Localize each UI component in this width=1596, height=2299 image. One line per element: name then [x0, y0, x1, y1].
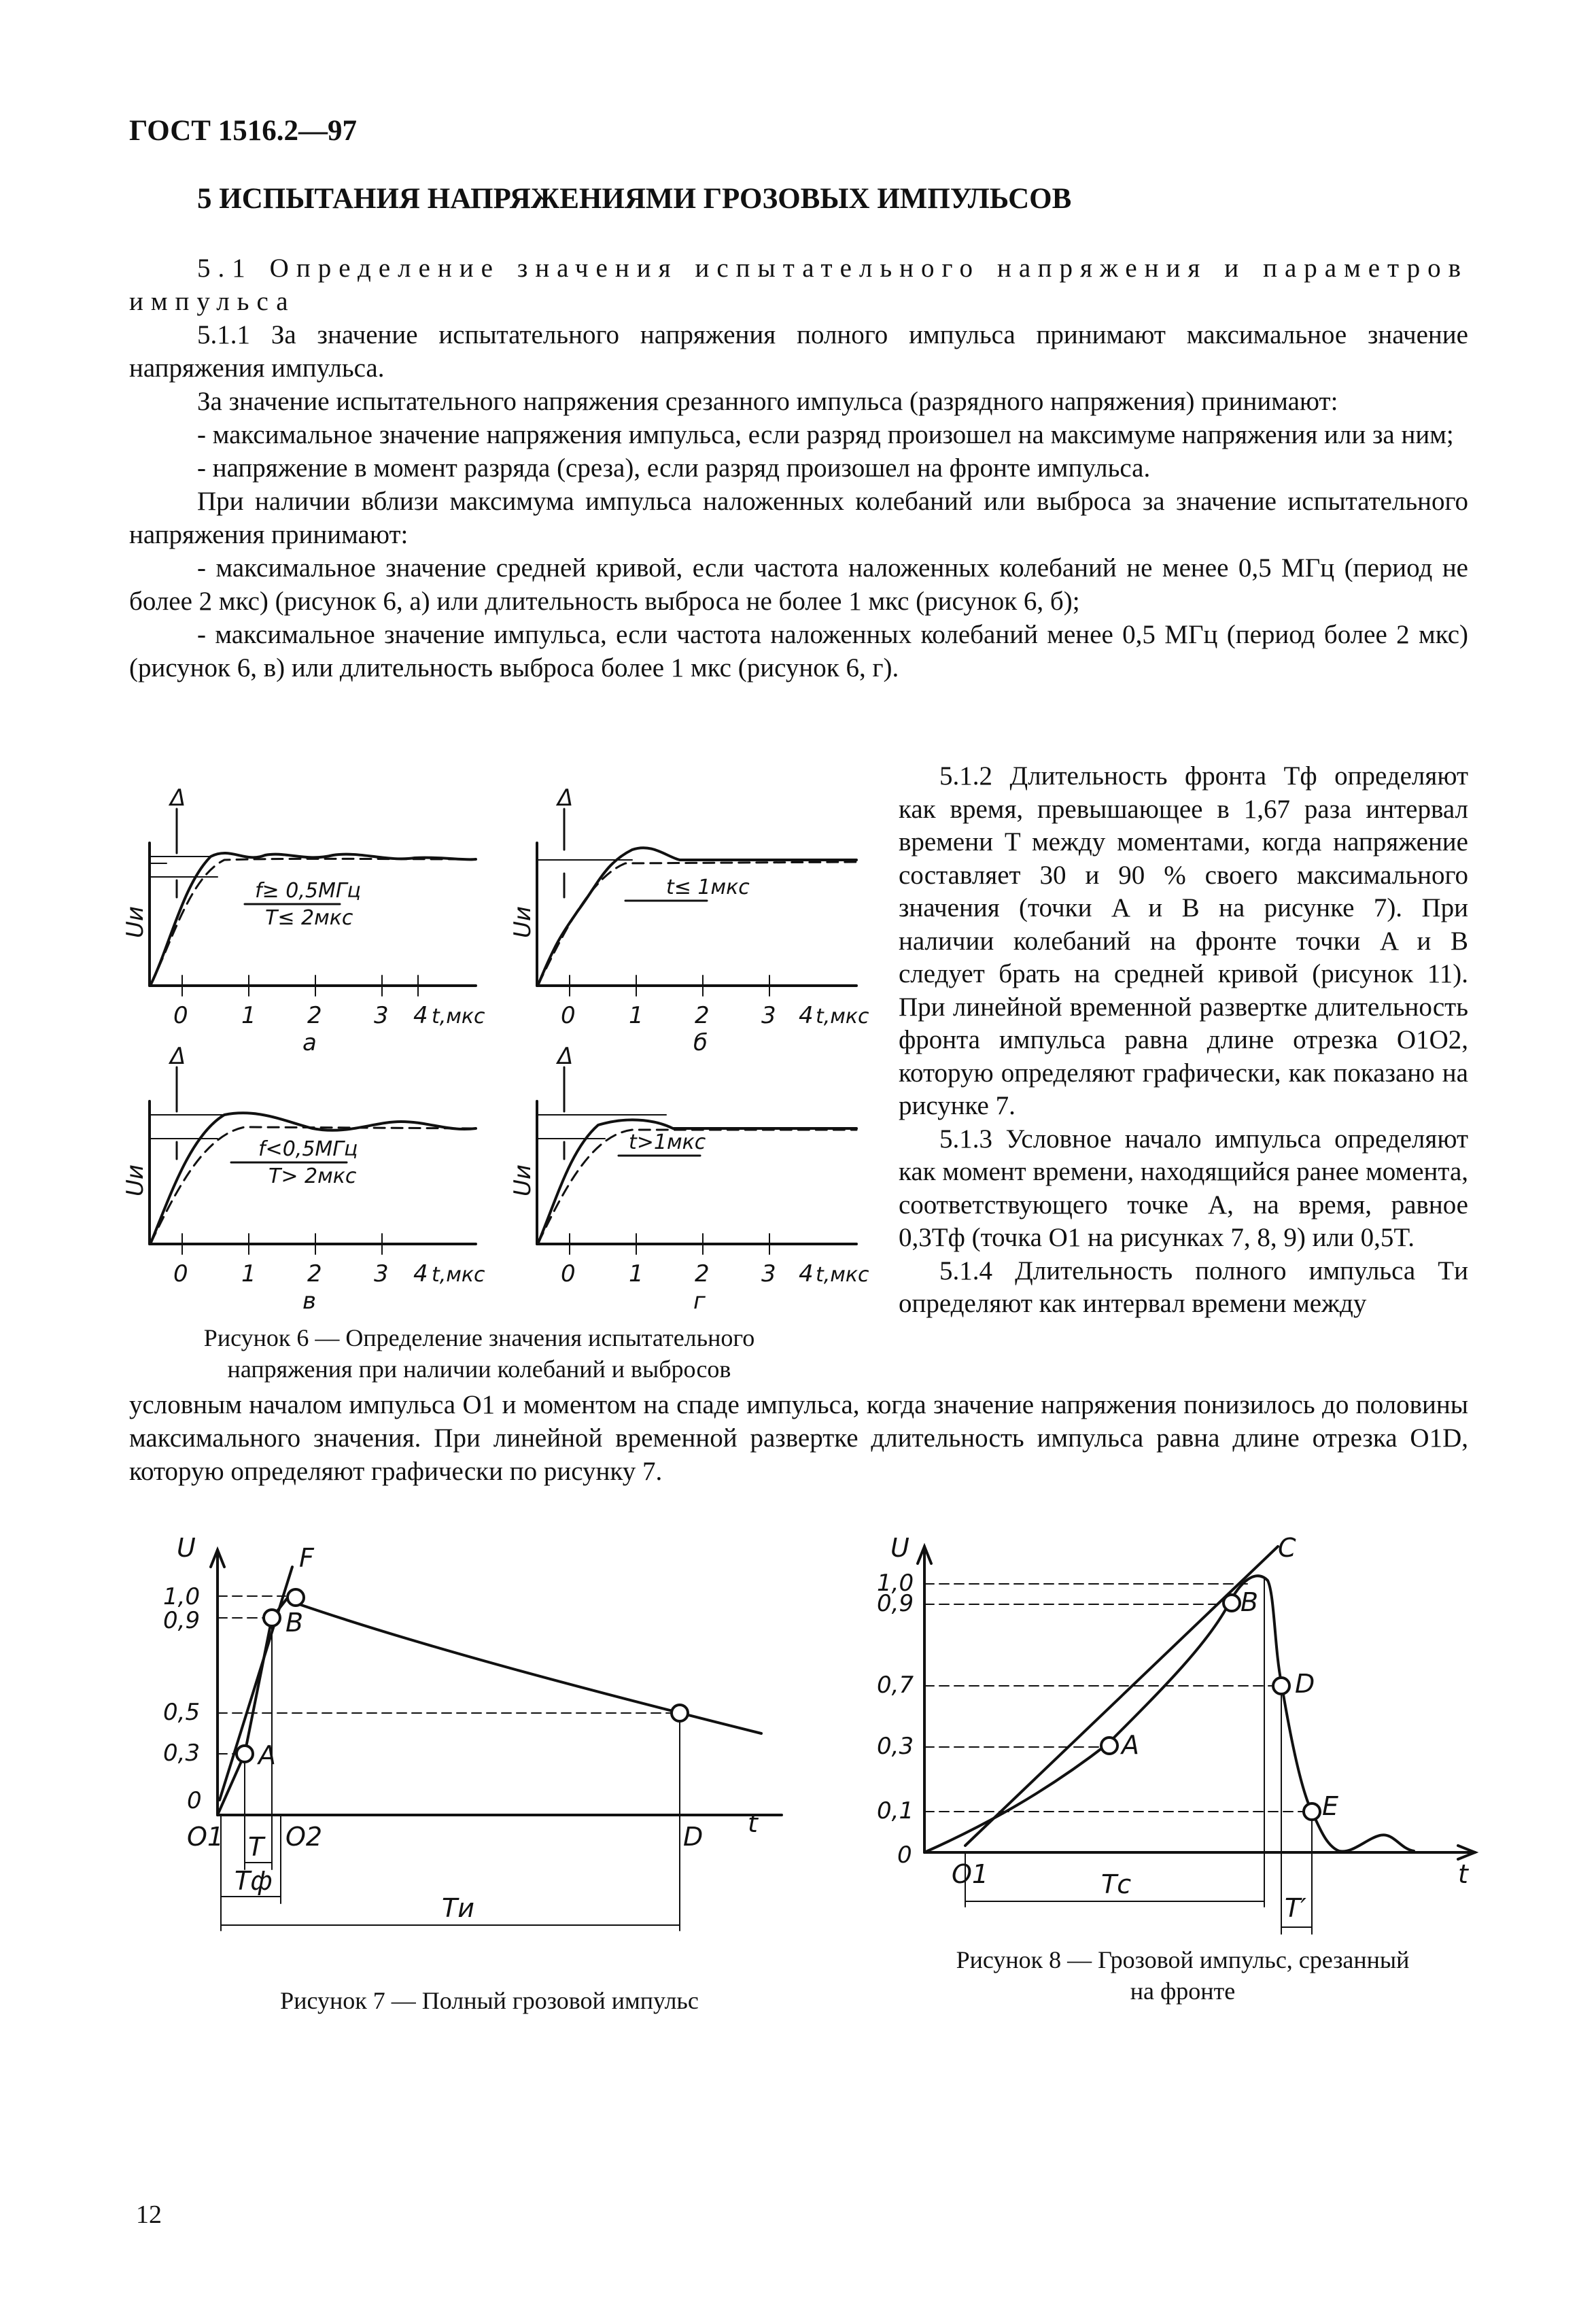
figure-6: [122, 782, 884, 1387]
fig7-span-t: T: [248, 1832, 264, 1862]
fig7-point-f: F: [299, 1543, 314, 1573]
fig8-point-b: B: [1241, 1587, 1259, 1617]
fig6-a-u-label: Uи: [122, 906, 149, 938]
fig7-point-b: B: [285, 1608, 304, 1638]
bullet-2: - напряжение в момент разряда (среза), если разряд произошел на фронте импульса.: [197, 453, 1151, 483]
fig6-g-note1: t>1мкс: [629, 1130, 706, 1154]
fig6-a-note2: T≤ 2мкс: [265, 906, 353, 930]
fig6-g-t-unit: t,мкс: [816, 1263, 869, 1287]
fig7-level-1-0: 1,0: [163, 1583, 201, 1610]
figure-6-panel-g: [537, 1067, 856, 1254]
figure-6-caption-line1: Рисунок 6 — Определение значения испытательного: [203, 1324, 755, 1351]
fig6-v-note1: f<0,5МГц: [258, 1137, 358, 1161]
fig7-u-label: U: [177, 1533, 196, 1563]
fig8-point-a: A: [1122, 1730, 1139, 1760]
fig7-point-a: A: [258, 1740, 276, 1770]
body-text-right-column: [899, 760, 1468, 1321]
figure-7-caption: Рисунок 7 — Полный грозовой импульс: [280, 1987, 699, 2014]
fig6-g-tick-1: 1: [629, 1260, 644, 1287]
fig7-t-label: t: [748, 1808, 758, 1838]
figure-8: [877, 1526, 1502, 2070]
paragraph-cut-impulse: За значение испытательного напряжения срезанного импульса (разрядного напряжения) принимают:: [197, 387, 1338, 416]
fig6-v-tick-2: 2: [307, 1260, 322, 1287]
figure-8-caption-line2: на фронте: [1130, 1977, 1236, 2005]
fig6-a-letter: а: [302, 1029, 317, 1056]
fig6-g-tick-2: 2: [695, 1260, 710, 1287]
fig6-a-tick-2: 2: [307, 1002, 322, 1029]
fig8-level-0-1: 0,1: [877, 1797, 914, 1825]
document-header: ГОСТ 1516.2—97: [129, 115, 357, 147]
figure-8-caption: [877, 1944, 1489, 2007]
page-number: 12: [136, 2200, 162, 2229]
paragraph-5-1-3: 5.1.3 Условное начало импульса определяют как момент времени, находящийся ранее момента, соответствующего точке A, на время, равное 0,3Tф (точка O1 на рисунках 7, 8, 9) или 0,5T.: [899, 1124, 1468, 1252]
fig6-v-note2: T> 2мкс: [268, 1164, 357, 1188]
fig6-b-letter: б: [693, 1029, 708, 1056]
figure-6-caption-line2: напряжения при наличии колебаний и выбросов: [227, 1355, 731, 1383]
fig6-g-delta: Δ: [557, 1043, 574, 1070]
fig6-g-tick-4: 4: [799, 1260, 814, 1287]
paragraph-5-1-1: 5.1.1 За значение испытательного напряжения полного импульса принимают максимальное значение напряжения импульса.: [129, 320, 1468, 383]
fig8-level-0-3: 0,3: [877, 1733, 914, 1760]
fig6-a-tick-4: 4: [413, 1002, 428, 1029]
fig6-b-t-unit: t,мкс: [816, 1005, 869, 1028]
fig6-a-tick-3: 3: [374, 1002, 389, 1029]
fig6-a-delta: Δ: [170, 784, 186, 812]
fig6-g-u-label: Uи: [509, 1164, 536, 1196]
body-text-top: [129, 252, 1468, 685]
paragraph-5-1-4-continued: условным началом импульса O1 и моментом на спаде импульса, когда значение напряжения понизилось до половины максимального значения. При линейной временной развертке длительность импульса равна длине отрезка O1D, которую определяют графически по рисунку 7.: [129, 1390, 1468, 1486]
fig6-g-tick-0: 0: [561, 1260, 576, 1287]
fig6-b-tick-0: 0: [561, 1002, 576, 1029]
fig7-level-0-5: 0,5: [163, 1699, 201, 1726]
fig6-v-delta: Δ: [170, 1043, 186, 1070]
paragraph-5-1-2: 5.1.2 Длительность фронта Tф определяют как время, превышающее в 1,67 раза интервал времени T между моментами, когда напряжение составляет 30 и 90 % своего максимального значения (точки A и B на рисунке 7). При наличии колебаний на фронте точки A и B следует брать на средней кривой (рисунок 11). При линейной временной развертке длительность фронта импульса равна длине отрезка O1O2, которую определяют графически, как показано на рисунке 7.: [899, 761, 1468, 1120]
fig6-g-tick-3: 3: [761, 1260, 776, 1287]
fig7-level-0-3: 0,3: [163, 1740, 201, 1767]
bullet-3: - максимальное значение средней кривой, если частота наложенных колебаний не менее 0,5 МГц (период не более 2 мкс) (рисунок 6, а) или длительность выброса не более 1 мкс (рисунок 6, б);: [129, 553, 1468, 616]
fig6-a-t-unit: t,мкс: [432, 1005, 485, 1028]
fig8-level-0: 0: [897, 1842, 912, 1869]
fig8-point-o1: O1: [952, 1859, 989, 1889]
figure-8-caption-line1: Рисунок 8 — Грозовой импульс, срезанный: [956, 1946, 1410, 1973]
fig6-v-tick-4: 4: [413, 1260, 428, 1287]
fig8-t-label: t: [1458, 1859, 1468, 1889]
fig7-point-o2: O2: [285, 1822, 323, 1852]
fig6-b-tick-2: 2: [695, 1002, 710, 1029]
figure-6-diagram: [122, 782, 884, 1326]
bullet-4: - максимальное значение импульса, если частота наложенных колебаний менее 0,5 МГц (период более 2 мкс) (рисунок 6, в) или длительность выброса более 1 мкс (рисунок 6, г).: [129, 620, 1468, 682]
fig8-level-0-7: 0,7: [877, 1672, 914, 1699]
fig6-v-tick-1: 1: [241, 1260, 256, 1287]
figure-7: [156, 1529, 782, 2046]
fig7-level-0: 0: [187, 1787, 202, 1814]
fig6-b-tick-3: 3: [761, 1002, 776, 1029]
fig6-b-u-label: Uи: [509, 906, 536, 938]
fig6-v-letter: в: [302, 1287, 317, 1315]
figure-8-diagram: [877, 1526, 1489, 1934]
fig8-level-1-0: 1,0: [877, 1570, 914, 1597]
fig6-v-tick-3: 3: [374, 1260, 389, 1287]
figure-7-diagram: [156, 1529, 782, 1965]
paragraph-5-1-4-start: 5.1.4 Длительность полного импульса Tи определяют как интервал времени между: [899, 1256, 1468, 1318]
fig8-point-e: E: [1322, 1791, 1339, 1821]
subsection-title: 5.1 Определение значения испытательного напряжения и параметров импульса: [129, 254, 1468, 316]
fig6-b-tick-1: 1: [629, 1002, 644, 1029]
fig6-b-tick-4: 4: [799, 1002, 814, 1029]
fig6-b-delta: Δ: [557, 784, 574, 812]
fig6-b-note1: t≤ 1мкс: [666, 876, 750, 899]
fig8-u-label: U: [890, 1533, 909, 1563]
fig7-span-tf: Tф: [235, 1866, 273, 1896]
fig6-v-tick-0: 0: [173, 1260, 188, 1287]
bullet-1: - максимальное значение напряжения импульса, если разряд произошел на максимуме напряжения или за ним;: [197, 420, 1454, 449]
fig6-a-tick-1: 1: [241, 1002, 256, 1029]
fig7-level-0-9: 0,9: [163, 1607, 201, 1634]
fig6-g-letter: г: [693, 1287, 706, 1315]
fig8-point-c: C: [1278, 1533, 1296, 1563]
figure-6-caption: [129, 1322, 829, 1385]
fig7-point-o1: O1: [187, 1822, 224, 1852]
fig8-point-d: D: [1295, 1669, 1315, 1699]
fig8-level-0-9: 0,9: [877, 1590, 914, 1617]
fig6-v-u-label: Uи: [122, 1164, 149, 1196]
fig7-point-d: D: [683, 1822, 704, 1852]
fig8-span-tc: Tс: [1101, 1869, 1132, 1899]
fig7-span-tu: Tи: [442, 1893, 474, 1923]
fig8-span-tprime: T′: [1285, 1893, 1306, 1923]
fig6-a-tick-0: 0: [173, 1002, 188, 1029]
fig6-a-note1: f≥ 0,5МГц: [255, 879, 361, 903]
section-title: 5 ИСПЫТАНИЯ НАПРЯЖЕНИЯМИ ГРОЗОВЫХ ИМПУЛЬСОВ: [197, 183, 1072, 215]
paragraph-oscillations: При наличии вблизи максимума импульса наложенных колебаний или выброса за значение испытательного напряжения принимают:: [129, 487, 1468, 549]
figure-6-panel-b: [537, 809, 856, 996]
fig6-v-t-unit: t,мкс: [432, 1263, 485, 1287]
